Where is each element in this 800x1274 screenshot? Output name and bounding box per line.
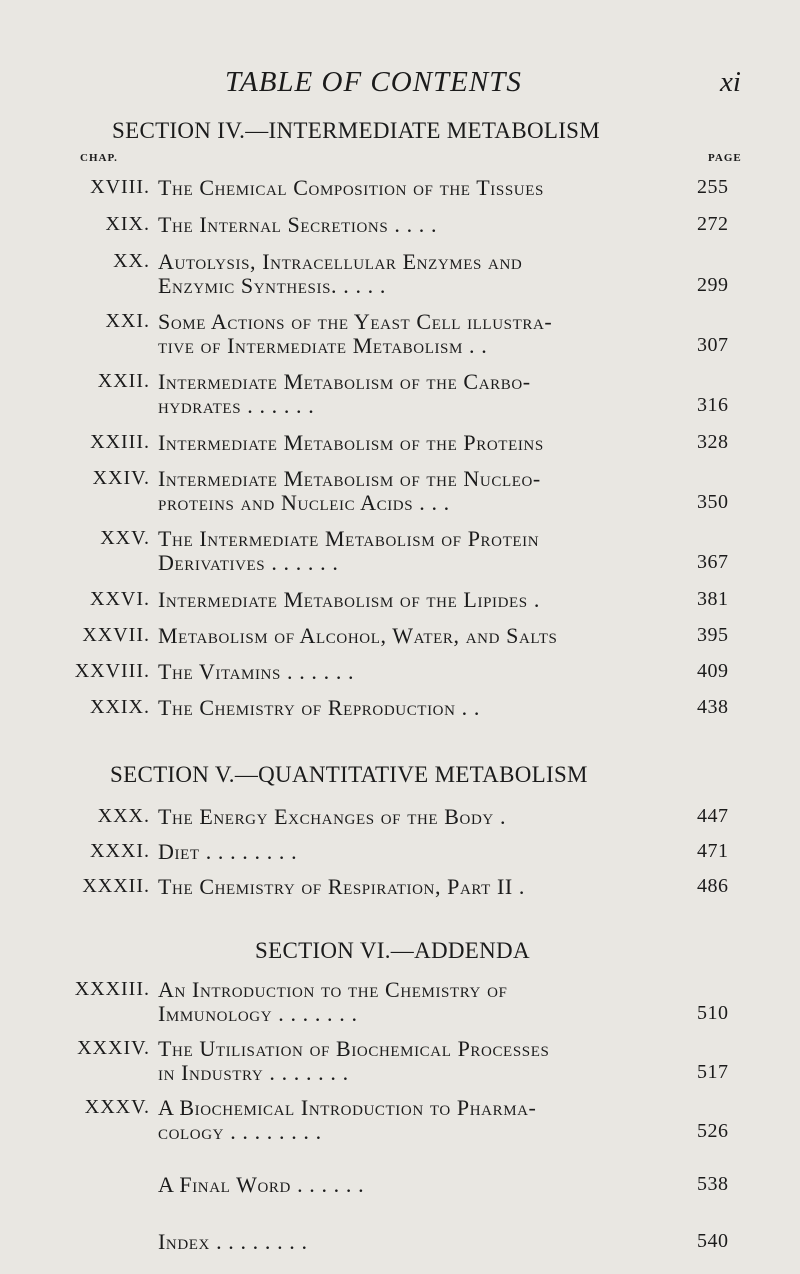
- chapter-title: Autolysis, Intracellular Enzymes and Enzymic Synthesis. . . . .: [158, 249, 523, 298]
- chapter-title: An Introduction to the Chemistry of Immunology . . . . . . .: [158, 977, 508, 1026]
- page-number: 255: [697, 176, 729, 198]
- chapter-title: The Internal Secretions . . . .: [158, 212, 438, 237]
- chapter-number: XX.: [113, 250, 150, 272]
- chapter-title: Some Actions of the Yeast Cell illustra- tive of Intermediate Metabolism . .: [158, 309, 553, 358]
- page-number: 447: [697, 805, 729, 827]
- chapter-number: XXII.: [97, 370, 150, 392]
- page-number: 517: [697, 1061, 729, 1083]
- chapter-number: XVIII.: [90, 176, 150, 198]
- chapter-number: XXX.: [97, 805, 150, 827]
- chapter-number: XXXIII.: [74, 978, 150, 1000]
- chapter-number: XXIII.: [90, 431, 150, 453]
- page-number: 409: [697, 660, 729, 682]
- page-folio: xi: [720, 66, 741, 98]
- section-heading: SECTION V.—QUANTITATIVE METABOLISM: [110, 762, 588, 787]
- page-number: 540: [697, 1230, 729, 1252]
- page-number: 526: [697, 1120, 729, 1142]
- page-title: TABLE OF CONTENTS: [225, 66, 522, 98]
- section-heading: SECTION IV.—INTERMEDIATE METABOLISM: [112, 118, 601, 143]
- page-number: 316: [697, 394, 729, 416]
- page-number: 299: [697, 274, 729, 296]
- chapter-number: XXXIV.: [77, 1037, 150, 1059]
- chapter-title: Metabolism of Alcohol, Water, and Salts: [158, 623, 558, 648]
- chapter-number: XIX.: [105, 213, 150, 235]
- section-heading: SECTION VI.—ADDENDA: [255, 938, 530, 963]
- chapter-title: The Vitamins . . . . . .: [158, 659, 355, 684]
- chapter-number: XXXII.: [82, 875, 150, 897]
- chapter-title: Index . . . . . . . .: [158, 1229, 308, 1254]
- chapter-title: Intermediate Metabolism of the Proteins: [158, 430, 544, 455]
- chapter-number: XXXV.: [84, 1096, 150, 1118]
- chapter-number: XXXI.: [90, 840, 150, 862]
- chap-column-label: CHAP.: [80, 152, 118, 164]
- page-number: 381: [697, 588, 729, 610]
- page-number: 350: [697, 491, 729, 513]
- chapter-title: A Biochemical Introduction to Pharma- cology . . . . . . . .: [158, 1095, 537, 1144]
- chapter-title: The Intermediate Metabolism of Protein Derivatives . . . . . .: [158, 526, 540, 575]
- chapter-number: XXVI.: [90, 588, 150, 610]
- page-number: 272: [697, 213, 729, 235]
- page-column-label: PAGE: [708, 152, 742, 164]
- chapter-title: A Final Word . . . . . .: [158, 1172, 365, 1197]
- chapter-title: The Chemistry of Respiration, Part II .: [158, 874, 526, 899]
- page-number: 486: [697, 875, 729, 897]
- chapter-title: Intermediate Metabolism of the Lipides .: [158, 587, 540, 612]
- page-number: 471: [697, 840, 729, 862]
- page-number: 328: [697, 431, 729, 453]
- chapter-number: XXVIII.: [74, 660, 150, 682]
- running-head: [0, 66, 800, 106]
- chapter-number: XXI.: [105, 310, 150, 332]
- chapter-title: The Utilisation of Biochemical Processes in Industry . . . . . . .: [158, 1036, 550, 1085]
- chapter-title: Diet . . . . . . . .: [158, 839, 298, 864]
- page-number: 438: [697, 696, 729, 718]
- page-number: 395: [697, 624, 729, 646]
- chapter-number: XXV.: [100, 527, 150, 549]
- chapter-number: XXIV.: [92, 467, 150, 489]
- chapter-title: Intermediate Metabolism of the Nucleo- proteins and Nucleic Acids . . .: [158, 466, 541, 515]
- chapter-title: The Chemical Composition of the Tissues: [158, 175, 544, 200]
- page-number: 307: [697, 334, 729, 356]
- page-number: 510: [697, 1002, 729, 1024]
- chapter-title: Intermediate Metabolism of the Carbo- hydrates . . . . . .: [158, 369, 531, 418]
- chapter-number: XXIX.: [90, 696, 150, 718]
- chapter-title: The Chemistry of Reproduction . .: [158, 695, 480, 720]
- chapter-number: XXVII.: [82, 624, 150, 646]
- page-number: 538: [697, 1173, 729, 1195]
- chapter-title: The Energy Exchanges of the Body .: [158, 804, 507, 829]
- page-number: 367: [697, 551, 729, 573]
